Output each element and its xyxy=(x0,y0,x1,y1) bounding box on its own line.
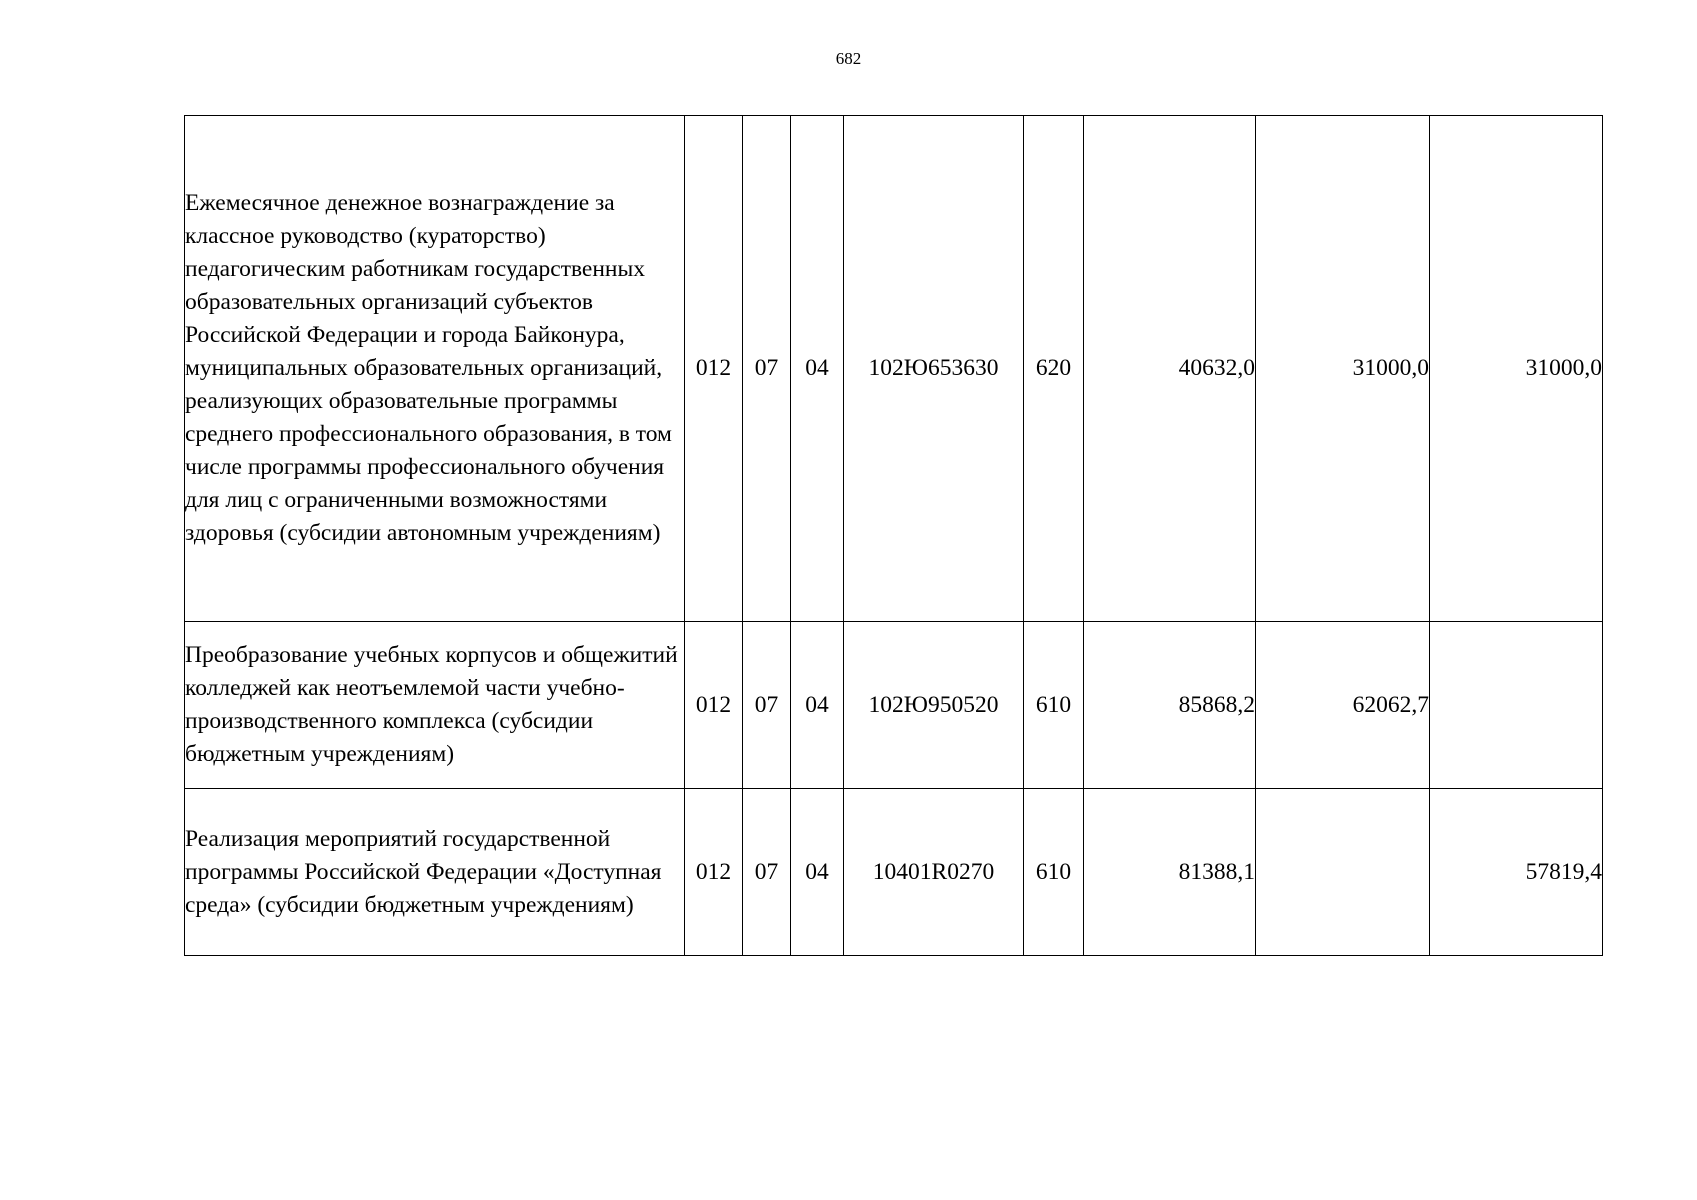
expense-type-code: 620 xyxy=(1024,116,1084,622)
target-article-code: 10401R0270 xyxy=(844,789,1024,956)
target-article-code: 102Ю950520 xyxy=(844,622,1024,789)
amount-1: 85868,2 xyxy=(1084,622,1256,789)
expense-type-code: 610 xyxy=(1024,622,1084,789)
table-row xyxy=(185,789,1603,956)
budget-table xyxy=(184,115,1603,956)
amount-3: 57819,4 xyxy=(1430,789,1603,956)
amount-1: 81388,1 xyxy=(1084,789,1256,956)
subsection-code: 04 xyxy=(791,789,844,956)
amount-3: 31000,0 xyxy=(1430,116,1603,622)
section-code: 07 xyxy=(743,789,791,956)
subsection-code: 04 xyxy=(791,116,844,622)
amount-3 xyxy=(1430,622,1603,789)
amount-2: 31000,0 xyxy=(1256,116,1430,622)
subsection-code: 04 xyxy=(791,622,844,789)
ministry-code: 012 xyxy=(685,789,743,956)
amount-1: 40632,0 xyxy=(1084,116,1256,622)
row-description: Реализация мероприятий государственной программы Российской Федерации «Доступная среда» (субсидии бюджетным учреждениям) xyxy=(185,789,685,956)
amount-2: 62062,7 xyxy=(1256,622,1430,789)
target-article-code: 102Ю653630 xyxy=(844,116,1024,622)
row-description: Преобразование учебных корпусов и общежитий колледжей как неотъемлемой части учебно-производственного комплекса (субсидии бюджетным учреждениям) xyxy=(185,622,685,789)
expense-type-code: 610 xyxy=(1024,789,1084,956)
row-description: Ежемесячное денежное вознаграждение за классное руководство (кураторство) педагогическим работникам государственных образовательных организаций субъектов Российской Федерации и города Байконура, муниципальных образовательных организаций, реализующих образовательные программы среднего профессионального образования, в том числе программы профессионального обучения для лиц с ограниченными возможностями здоровья (субсидии автономным учреждениям) xyxy=(185,116,685,622)
section-code: 07 xyxy=(743,116,791,622)
ministry-code: 012 xyxy=(685,622,743,789)
table-row xyxy=(185,622,1603,789)
ministry-code: 012 xyxy=(685,116,743,622)
amount-2 xyxy=(1256,789,1430,956)
table-row xyxy=(185,116,1603,622)
page-number: 682 xyxy=(835,49,862,68)
section-code: 07 xyxy=(743,622,791,789)
